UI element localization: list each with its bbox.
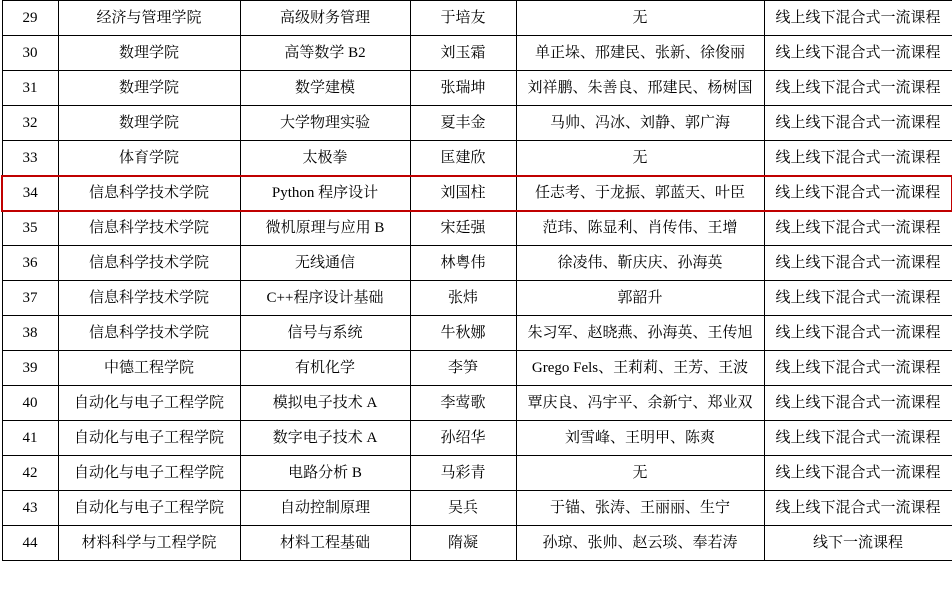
cell-college: 信息科学技术学院 (58, 316, 240, 351)
cell-type: 线下一流课程 (764, 526, 952, 561)
cell-members: 覃庆良、冯宇平、余新宁、郑业双 (516, 386, 764, 421)
cell-leader: 张炜 (410, 281, 516, 316)
cell-course: 太极拳 (240, 141, 410, 176)
cell-index: 34 (2, 176, 58, 211)
table-row (2, 491, 952, 526)
cell-college: 信息科学技术学院 (58, 211, 240, 246)
cell-members: 郭韶升 (516, 281, 764, 316)
cell-type: 线上线下混合式一流课程 (764, 246, 952, 281)
course-table (1, 0, 952, 561)
table-row (2, 36, 952, 71)
cell-college: 信息科学技术学院 (58, 176, 240, 211)
cell-members: 孙琼、张帅、赵云琰、奉若涛 (516, 526, 764, 561)
cell-college: 经济与管理学院 (58, 1, 240, 36)
table-row (2, 246, 952, 281)
table-row (2, 281, 952, 316)
cell-members: 任志考、于龙振、郭蓝天、叶臣 (516, 176, 764, 211)
table-row (2, 106, 952, 141)
cell-leader: 隋凝 (410, 526, 516, 561)
table-row (2, 386, 952, 421)
cell-type: 线上线下混合式一流课程 (764, 386, 952, 421)
cell-course: 无线通信 (240, 246, 410, 281)
cell-index: 43 (2, 491, 58, 526)
cell-index: 35 (2, 211, 58, 246)
cell-course: 微机原理与应用 B (240, 211, 410, 246)
cell-college: 数理学院 (58, 36, 240, 71)
course-table-body (2, 1, 952, 561)
cell-leader: 马彩青 (410, 456, 516, 491)
cell-college: 自动化与电子工程学院 (58, 386, 240, 421)
cell-leader: 夏丰金 (410, 106, 516, 141)
cell-members: 刘雪峰、王明甲、陈爽 (516, 421, 764, 456)
cell-course: 有机化学 (240, 351, 410, 386)
cell-course: C++程序设计基础 (240, 281, 410, 316)
cell-index: 31 (2, 71, 58, 106)
table-row (2, 351, 952, 386)
table-row (2, 526, 952, 561)
cell-course: 数学建模 (240, 71, 410, 106)
cell-leader: 宋廷强 (410, 211, 516, 246)
cell-course: 自动控制原理 (240, 491, 410, 526)
cell-college: 自动化与电子工程学院 (58, 491, 240, 526)
cell-members: 范玮、陈显利、肖传伟、王增 (516, 211, 764, 246)
table-row (2, 176, 952, 211)
cell-members: 刘祥鹏、朱善良、邢建民、杨树国 (516, 71, 764, 106)
table-row (2, 71, 952, 106)
cell-type: 线上线下混合式一流课程 (764, 71, 952, 106)
cell-index: 40 (2, 386, 58, 421)
cell-index: 39 (2, 351, 58, 386)
cell-type: 线上线下混合式一流课程 (764, 141, 952, 176)
cell-type: 线上线下混合式一流课程 (764, 106, 952, 141)
cell-course: 材料工程基础 (240, 526, 410, 561)
cell-college: 信息科学技术学院 (58, 246, 240, 281)
cell-course: 电路分析 B (240, 456, 410, 491)
cell-type: 线上线下混合式一流课程 (764, 36, 952, 71)
cell-type: 线上线下混合式一流课程 (764, 421, 952, 456)
table-row (2, 1, 952, 36)
cell-members: 朱习军、赵晓燕、孙海英、王传旭 (516, 316, 764, 351)
cell-leader: 林粤伟 (410, 246, 516, 281)
cell-index: 41 (2, 421, 58, 456)
cell-course: 模拟电子技术 A (240, 386, 410, 421)
cell-members: 无 (516, 456, 764, 491)
cell-members: Grego Fels、王莉莉、王芳、王波 (516, 351, 764, 386)
cell-members: 徐凌伟、靳庆庆、孙海英 (516, 246, 764, 281)
cell-leader: 刘国柱 (410, 176, 516, 211)
cell-type: 线上线下混合式一流课程 (764, 281, 952, 316)
cell-college: 数理学院 (58, 106, 240, 141)
cell-course: Python 程序设计 (240, 176, 410, 211)
cell-course: 数字电子技术 A (240, 421, 410, 456)
cell-index: 42 (2, 456, 58, 491)
cell-type: 线上线下混合式一流课程 (764, 491, 952, 526)
cell-members: 无 (516, 1, 764, 36)
cell-index: 30 (2, 36, 58, 71)
cell-course: 大学物理实验 (240, 106, 410, 141)
cell-college: 自动化与电子工程学院 (58, 456, 240, 491)
cell-index: 37 (2, 281, 58, 316)
cell-leader: 于培友 (410, 1, 516, 36)
cell-college: 自动化与电子工程学院 (58, 421, 240, 456)
cell-leader: 李莺歌 (410, 386, 516, 421)
cell-leader: 牛秋娜 (410, 316, 516, 351)
cell-type: 线上线下混合式一流课程 (764, 316, 952, 351)
cell-type: 线上线下混合式一流课程 (764, 1, 952, 36)
cell-type: 线上线下混合式一流课程 (764, 351, 952, 386)
cell-leader: 李笋 (410, 351, 516, 386)
cell-leader: 孙绍华 (410, 421, 516, 456)
cell-college: 数理学院 (58, 71, 240, 106)
cell-college: 材料科学与工程学院 (58, 526, 240, 561)
cell-college: 信息科学技术学院 (58, 281, 240, 316)
cell-index: 32 (2, 106, 58, 141)
cell-type: 线上线下混合式一流课程 (764, 211, 952, 246)
cell-college: 体育学院 (58, 141, 240, 176)
table-row (2, 456, 952, 491)
cell-members: 无 (516, 141, 764, 176)
cell-college: 中德工程学院 (58, 351, 240, 386)
cell-index: 36 (2, 246, 58, 281)
cell-leader: 吴兵 (410, 491, 516, 526)
cell-type: 线上线下混合式一流课程 (764, 456, 952, 491)
cell-leader: 刘玉霜 (410, 36, 516, 71)
cell-leader: 张瑞坤 (410, 71, 516, 106)
cell-index: 33 (2, 141, 58, 176)
cell-members: 单正垛、邢建民、张新、徐俊丽 (516, 36, 764, 71)
cell-course: 信号与系统 (240, 316, 410, 351)
cell-course: 高级财务管理 (240, 1, 410, 36)
cell-members: 于锚、张涛、王丽丽、生宁 (516, 491, 764, 526)
table-row (2, 141, 952, 176)
cell-index: 29 (2, 1, 58, 36)
table-row (2, 421, 952, 456)
cell-members: 马帅、冯冰、刘静、郭广海 (516, 106, 764, 141)
table-row (2, 316, 952, 351)
cell-index: 38 (2, 316, 58, 351)
cell-leader: 匡建欣 (410, 141, 516, 176)
cell-course: 高等数学 B2 (240, 36, 410, 71)
cell-index: 44 (2, 526, 58, 561)
cell-type: 线上线下混合式一流课程 (764, 176, 952, 211)
table-row (2, 211, 952, 246)
